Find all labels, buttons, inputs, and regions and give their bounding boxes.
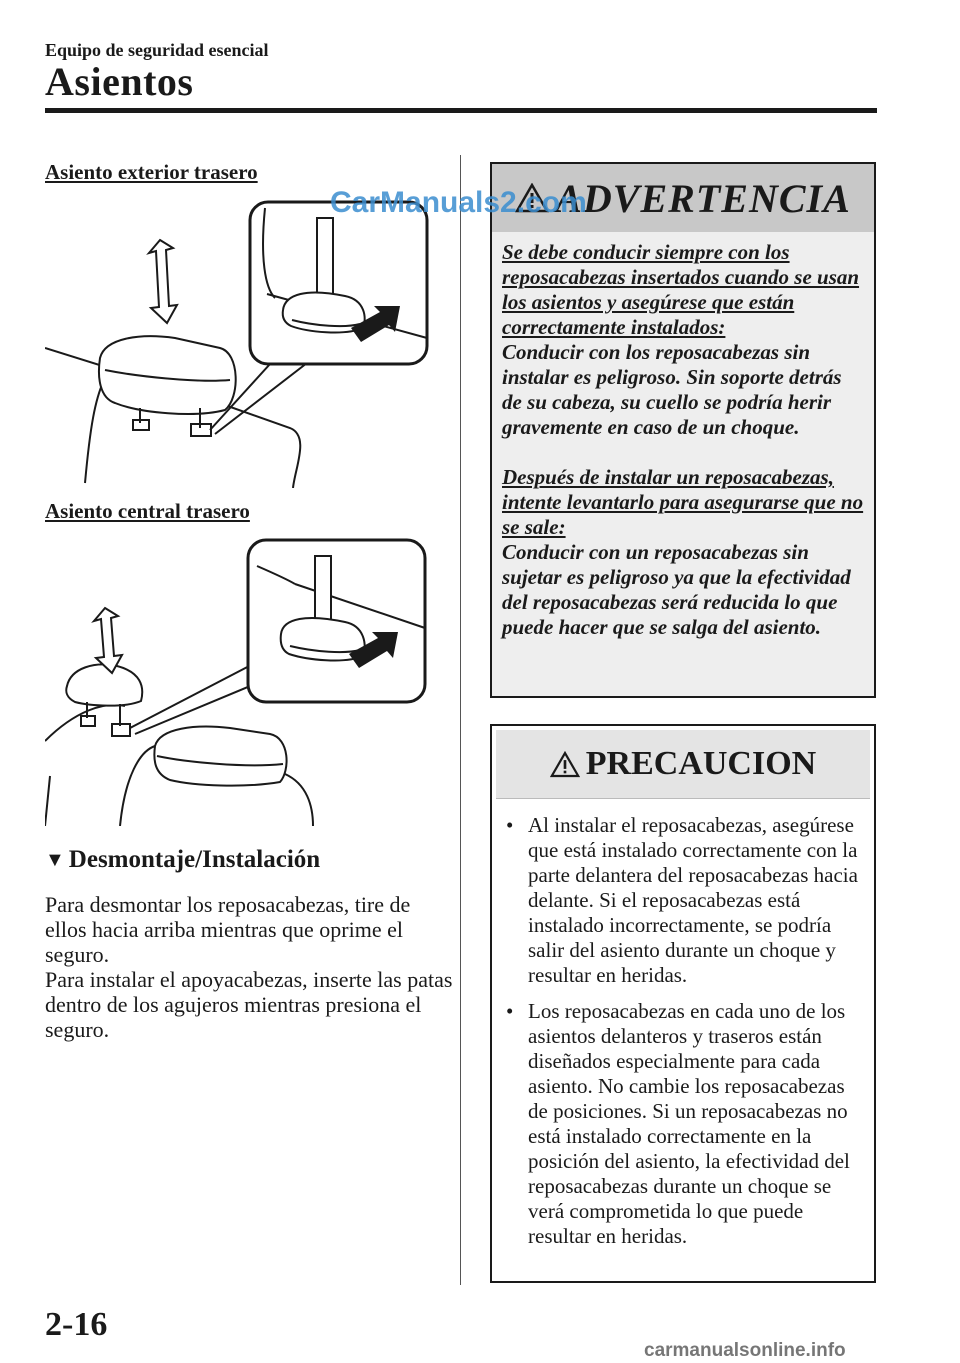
caution-title: PRECAUCION [585,745,817,782]
header-rule [45,108,877,113]
warning-triangle-icon [550,751,580,778]
illustration-outer-rear-headrest [45,198,435,488]
page-title: Asientos [45,59,194,104]
removal-paragraph: Para desmontar los reposacabezas, tire de ellos hacia arriba mientras que oprime el seguro. [45,892,411,967]
page-number: 2-16 [45,1306,108,1343]
watermark-bottom: carmanualsonline.info [644,1340,846,1361]
caution-item [506,813,862,988]
caution-item-text: Los reposacabezas en cada uno de los asientos delanteros y traseros están diseñados especialmente para cada asiento. No cambie los reposacabezas de posiciones. Si un reposacabezas no está instalado correctamente en la posición del asiento, la efectividad del reposacabezas durante un choque se verá comprometida lo que puede resultar en heridas. [528,999,850,1248]
body-text [45,892,455,1042]
bullet-icon: • [506,999,514,1023]
warning-p1-body: Conducir con los reposacabezas sin instalar es peligroso. Sin soporte detrás de su cabeza, su cuello se podría herir gravemente en caso de un choque. [502,340,842,439]
bullet-icon: • [506,813,514,837]
warning-p1-head: Se debe conducir siempre con los reposacabezas insertados cuando se usan los asientos y asegúrese que están correctamente instalados: [502,240,860,339]
section-heading [45,846,320,874]
warning-p2-body: Conducir con un reposacabezas sin sujetar es peligroso ya que la efectividad del reposacabezas será reducida lo que puede hacer que se salga del asiento. [502,540,851,639]
caution-box [490,724,876,1283]
install-paragraph: Para instalar el apoyacabezas, inserte las patas dentro de los agujeros mientras presiona el seguro. [45,967,453,1042]
section-heading-text: Desmontaje/Instalación [68,846,321,873]
warning-p2-head: Después de instalar un reposacabezas, intente levantarlo para asegurarse que no se sale: [502,465,864,539]
watermark-top: CarManuals2.com [330,186,587,219]
caution-title-bar [496,730,870,799]
header-section-label: Equipo de seguridad esencial [45,40,269,60]
illustration-center-rear-headrest [45,536,435,826]
warning-title: ADVERTENCIA [555,175,851,221]
subheading-outer-rear-seat: Asiento exterior trasero [45,160,258,184]
caution-body [492,803,874,1249]
column-divider [460,155,461,1285]
caution-item-text: Al instalar el reposacabezas, asegúrese que está instalado correctamente con la parte delantera del reposacabezas hacia delante. Si el reposacabezas está instalado incorrectamente, se podría salir del asiento durante un choque y resultar en heridas. [528,813,858,987]
triangle-down-icon: ▼ [45,848,65,871]
subheading-center-rear-seat: Asiento central trasero [45,499,250,523]
caution-item [506,999,862,1249]
warning-body [492,232,874,640]
warning-box [490,162,876,698]
